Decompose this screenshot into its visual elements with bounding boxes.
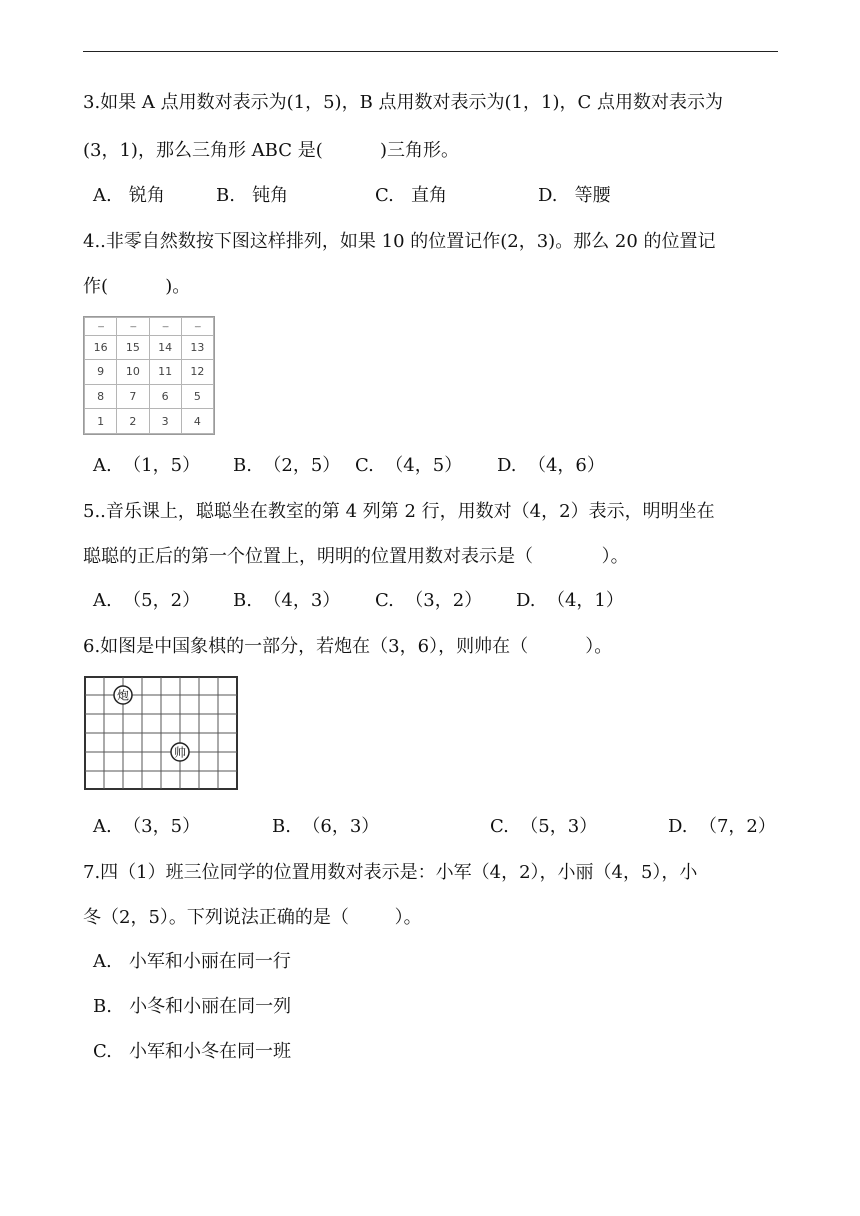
grid-cell: 11 xyxy=(149,360,181,385)
header-rule xyxy=(83,51,778,52)
piece-pao xyxy=(114,686,132,704)
q7-option-a[interactable]: A. 小军和小丽在同一行 xyxy=(93,951,291,972)
grid-cell: 1 xyxy=(85,409,117,434)
q6-option-c[interactable]: C. （5，3） xyxy=(490,816,598,837)
q4-option-a[interactable]: A. （1，5） xyxy=(93,455,201,476)
grid-cell: --- xyxy=(117,318,149,336)
q4-option-b[interactable]: B. （2，5） xyxy=(233,455,341,476)
q7-option-b[interactable]: B. 小冬和小丽在同一列 xyxy=(93,996,292,1017)
q4-option-c[interactable]: C. （4，5） xyxy=(355,455,463,476)
grid-cell: 3 xyxy=(149,409,181,434)
q3-option-d[interactable]: D. 等腰 xyxy=(538,185,611,206)
q5-option-d[interactable]: D. （4，1） xyxy=(516,590,624,611)
q3-option-c[interactable]: C. 直角 xyxy=(375,185,448,206)
q6-option-d[interactable]: D. （7，2） xyxy=(668,816,776,837)
q6-option-b[interactable]: B. （6，3） xyxy=(272,816,380,837)
q6-option-a[interactable]: A. （3，5） xyxy=(93,816,201,837)
grid-cell: 6 xyxy=(149,384,181,409)
q7-text-line1: 7.四（1）班三位同学的位置用数对表示是：小军（4，2），小丽（4，5），小 xyxy=(83,862,698,883)
piece-pao-label: 炮 xyxy=(116,688,130,703)
grid-cell: 16 xyxy=(85,335,117,360)
grid-cell: 2 xyxy=(117,409,149,434)
grid-cell: 13 xyxy=(181,335,213,360)
grid-cell: 4 xyxy=(181,409,213,434)
q3-option-a[interactable]: A. 锐角 xyxy=(93,185,165,206)
grid-cell: 10 xyxy=(117,360,149,385)
q5-option-b[interactable]: B. （4，3） xyxy=(233,590,341,611)
q5-option-a[interactable]: A. （5，2） xyxy=(93,590,201,611)
q5-text-line1: 5..音乐课上，聪聪坐在教室的第 4 列第 2 行，用数对（4，2）表示，明明坐在 xyxy=(83,501,715,522)
grid-cell: 12 xyxy=(181,360,213,385)
number-arrangement-grid xyxy=(83,316,215,435)
piece-shuai-label: 帅 xyxy=(173,745,187,760)
grid-cell: 14 xyxy=(149,335,181,360)
grid-cell: --- xyxy=(181,318,213,336)
grid-cell: 5 xyxy=(181,384,213,409)
q4-text-line2: 作( )。 xyxy=(83,276,191,297)
q6-text-line1: 6.如图是中国象棋的一部分，若炮在（3，6），则帅在（ ）。 xyxy=(83,636,613,657)
q4-text-line1: 4..非零自然数按下图这样排列，如果 10 的位置记作(2，3)。那么 20 的位置记 xyxy=(83,231,716,252)
grid-cell: 9 xyxy=(85,360,117,385)
q5-option-c[interactable]: C. （3，2） xyxy=(375,590,483,611)
q3-option-b[interactable]: B. 钝角 xyxy=(216,185,289,206)
q7-text-line2: 冬（2，5）。下列说法正确的是（ ）。 xyxy=(83,907,422,928)
grid-cell: 15 xyxy=(117,335,149,360)
q4-option-d[interactable]: D. （4，6） xyxy=(497,455,605,476)
q5-text-line2: 聪聪的正后的第一个位置上，明明的位置用数对表示是（ ）。 xyxy=(83,546,629,567)
chess-board-diagram xyxy=(84,676,240,792)
board-grid-lines xyxy=(85,677,237,789)
piece-shuai xyxy=(171,743,189,761)
q3-text-line2: (3，1)，那么三角形 ABC 是( )三角形。 xyxy=(83,140,459,161)
q3-text-line1: 3.如果 A 点用数对表示为(1，5)，B 点用数对表示为(1，1)，C 点用数对表示为 xyxy=(83,92,723,113)
grid-cell: 7 xyxy=(117,384,149,409)
q7-option-c[interactable]: C. 小军和小冬在同一班 xyxy=(93,1041,292,1062)
grid-cell: 8 xyxy=(85,384,117,409)
grid-cell: --- xyxy=(149,318,181,336)
grid-cell: --- xyxy=(85,318,117,336)
